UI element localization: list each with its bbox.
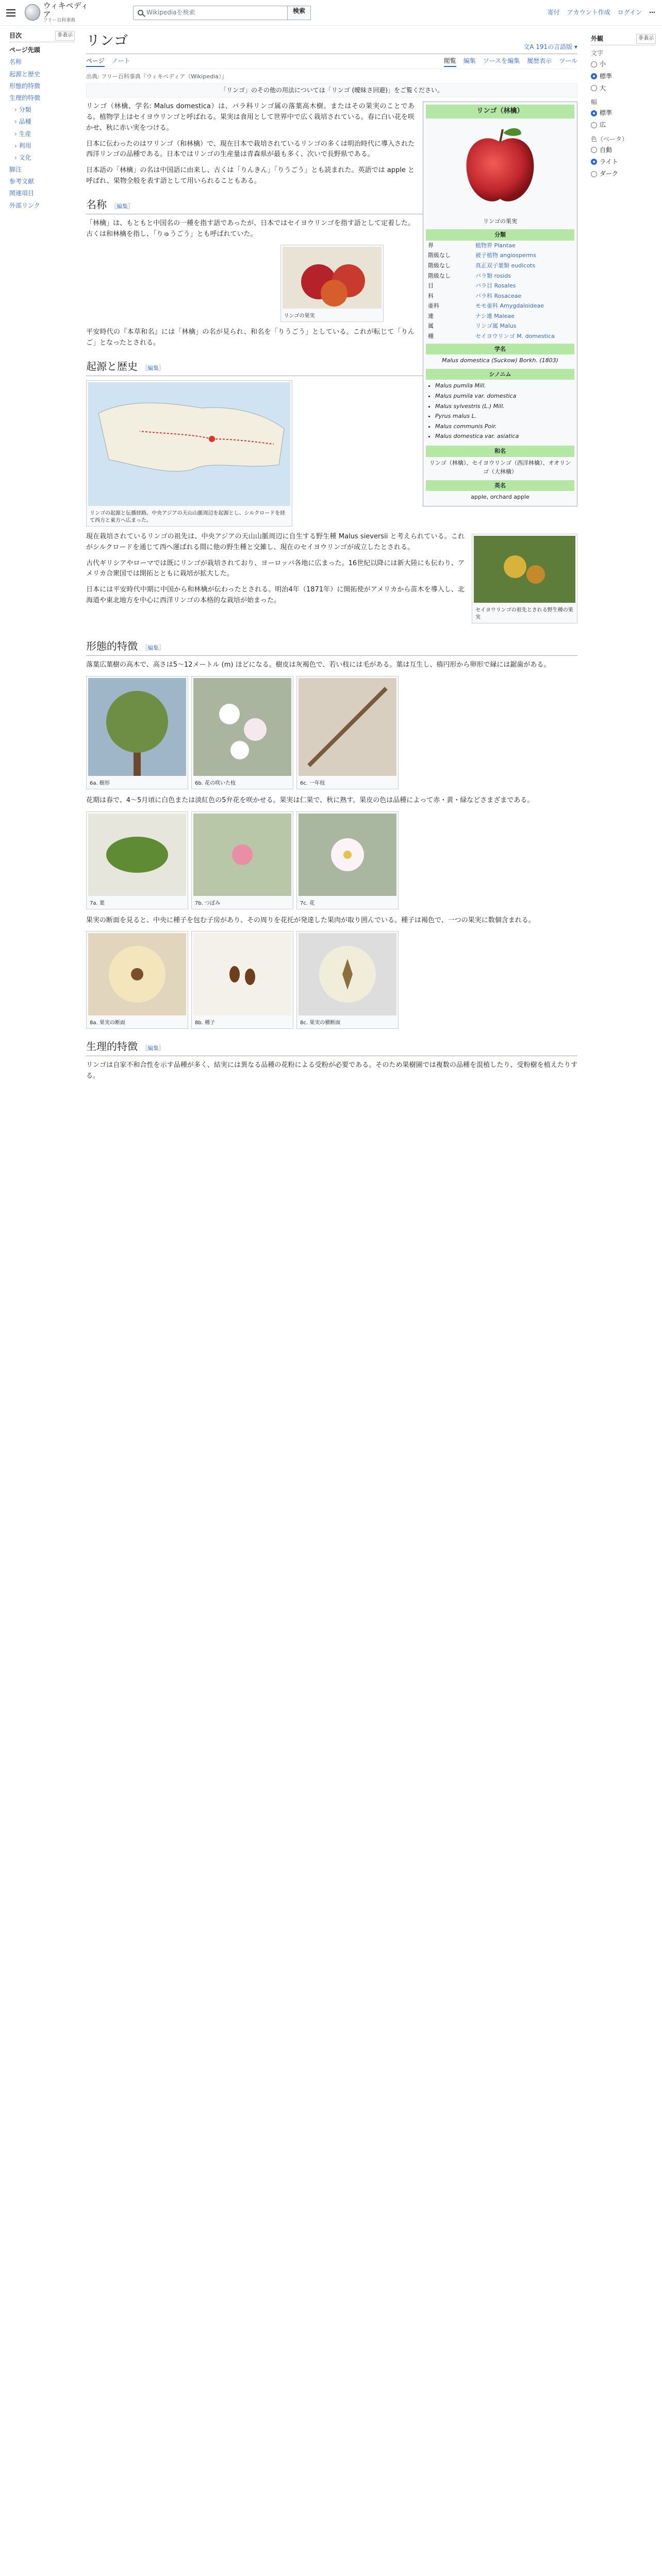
classification-row	[426, 241, 574, 251]
scientific-name: Malus domestica (Suckow) Borkh. (1803)	[442, 357, 558, 364]
intro-paragraph-1: リンゴ（林檎、学名: Malus domestica）は、バラ科リンゴ属の落葉高木樹。またはその果実のことである。植物学上はセイヨウリンゴと呼ばれる。果実は食用として世界中で広く栽培されている。春に白い花を咲かせ、秋に赤い実をつける。	[86, 103, 415, 132]
color-option[interactable]	[591, 144, 656, 156]
classification-row	[426, 261, 574, 271]
toc-item[interactable]: › 文化	[9, 152, 75, 164]
toc-title: 目次	[9, 32, 22, 39]
taxon-link[interactable]: バラ科 Rosaceae	[475, 292, 522, 299]
gallery-item: 7c. 花	[296, 811, 399, 909]
classification-row	[426, 301, 574, 311]
figure-caption: リンゴの果実	[284, 313, 315, 319]
article-body	[86, 101, 577, 1082]
radio-label: ダーク	[600, 170, 619, 178]
table-of-contents	[0, 26, 80, 1087]
tab-0[interactable]: ページ	[86, 56, 105, 67]
tab-1[interactable]: ノート	[111, 57, 130, 65]
section-heading-physiology: 生理的特徴 ［編集］	[86, 1038, 577, 1056]
classification-row	[426, 291, 574, 301]
gallery-item: 7b. つぼみ	[191, 811, 293, 909]
classification-header: 分類	[426, 229, 574, 241]
radio-icon	[591, 110, 597, 116]
synonym-item: • Pyrus malus L.	[435, 411, 571, 421]
toc-item[interactable]: 参考文献	[9, 178, 35, 185]
toc-item[interactable]: › 生産	[9, 128, 75, 140]
section-heading-morphology: 形態的特徴 ［編集］	[86, 638, 577, 656]
rank-label: 階級なし	[428, 272, 451, 279]
radio-icon	[591, 171, 597, 177]
search-icon	[138, 10, 143, 15]
taxon-link[interactable]: 真正双子葉類 eudicots	[475, 262, 536, 269]
toc-item[interactable]: 起源と歴史	[9, 70, 41, 78]
physiology-paragraph: リンゴは自家不和合性を示す品種が多く、結実には異なる品種の花粉による受粉が必要である。そのため果樹園では複数の品種を混植したり、受粉樹を植えたりする。	[86, 1061, 577, 1080]
infobox-image-caption: リンゴの果実	[483, 217, 517, 225]
synonym-item: • Malus communis Poir.	[435, 421, 571, 432]
action-tab-1[interactable]: 編集	[463, 57, 476, 65]
width-option[interactable]	[591, 107, 656, 119]
page-tabs	[86, 56, 577, 69]
appearance-title: 外観	[591, 35, 604, 42]
classification-row	[426, 311, 574, 321]
figure-wild-apple	[472, 534, 577, 623]
rank-label: 連	[428, 312, 434, 319]
action-tab-3[interactable]: 履歴表示	[527, 57, 552, 65]
toc-item[interactable]: 脚注	[9, 166, 22, 174]
radio-label: 小	[600, 60, 606, 68]
name-paragraph-1: 「林檎」は、もともと中国名の一種を指す語であったが、日本ではセイヨウリンゴを指す語として定着した。古くは和林檎を指し、「りゅうごう」とも呼ばれていた。	[86, 219, 415, 238]
classification-row	[426, 281, 574, 291]
search-area	[133, 6, 311, 20]
action-tab-4[interactable]: ツール	[559, 57, 577, 65]
radio-icon	[591, 61, 597, 67]
english-name: apple, orchard apple	[471, 494, 529, 501]
color-option[interactable]	[591, 156, 656, 168]
synonym-item: • Malus domestica var. asiatica	[435, 431, 571, 442]
map-caption: リンゴの起源と伝播経路。中央アジアの天山山脈周辺を起源とし、シルクロードを経て西方と東方へ広まった。	[90, 510, 286, 523]
top-bar	[0, 0, 662, 26]
site-tagline: フリー百科事典	[43, 18, 76, 24]
morph-paragraph-2: 花期は春で、4〜5月頃に白色または淡紅色の5弁花を咲かせる。果実は仁果で、秋に熟す。果皮の色は品種によって赤・黄・緑などさまざまである。	[86, 796, 534, 804]
history-paragraph-1: 現在栽培されているリンゴの祖先は、中央アジアの天山山脈周辺に自生する野生種 Malus sieversii と考えられている。これがシルクロードを通じて西へ運ばれる間に他の野生種と交雑し、現在のセイヨウリンゴが成立したとされる。	[86, 532, 465, 551]
more-options-icon[interactable]: ⋯	[649, 8, 656, 16]
color-option[interactable]	[591, 168, 656, 180]
synonym-list	[426, 380, 574, 444]
japanese-name-header: 和名	[426, 446, 574, 457]
taxon-link[interactable]: セイヨウリンゴ M. domestica	[475, 333, 555, 340]
apple-fruit-photo	[283, 247, 382, 309]
radio-icon	[591, 85, 597, 91]
intro-paragraph-3: 日本語の「林檎」の名は中国語に由来し、古くは「りんきん」「りうごう」とも読まれた。英語では apple と呼ばれ、果物全般を表す語として用いられることもある。	[86, 166, 415, 185]
toc-list	[9, 44, 75, 212]
morph-gallery-row-3	[86, 931, 577, 1029]
appearance-hide-button[interactable]: 非表示	[636, 34, 656, 44]
section-heading-name: 名称 ［編集］	[86, 196, 577, 214]
origin-map	[88, 382, 290, 506]
globe-logo-icon	[25, 4, 40, 21]
morph-gallery-row-2	[86, 811, 577, 909]
wild-apple-photo	[474, 536, 575, 603]
taxon-link[interactable]: バラ類 rosids	[475, 272, 511, 279]
radio-icon	[591, 147, 597, 153]
toc-item[interactable]: 名称	[9, 58, 22, 66]
toc-item[interactable]: › 品種	[9, 116, 75, 128]
donate-link[interactable]: 寄付	[547, 8, 560, 16]
menu-icon[interactable]	[6, 6, 20, 20]
taxon-link[interactable]: バラ目 Rosales	[475, 282, 516, 290]
edit-link[interactable]: ［編集］	[111, 202, 134, 210]
user-links	[548, 8, 656, 18]
japanese-name: リンゴ（林檎）、セイヨウリンゴ（西洋林檎）、オオリンゴ（大林檎）	[429, 459, 571, 476]
radio-label: 標準	[600, 109, 613, 117]
gallery-item: 6b. 花の咲いた枝	[191, 676, 293, 789]
site-name: ウィキペディア	[43, 1, 89, 19]
search-button[interactable]: 検索	[287, 6, 311, 20]
search-placeholder: Wikipediaを検索	[146, 8, 195, 16]
gallery-item: 6a. 樹形	[86, 676, 188, 789]
page-tagline: 出典: フリー百科事典『ウィキペディア（Wikipedia）』	[86, 73, 227, 80]
infobox-title: リンゴ（林檎）	[426, 105, 574, 118]
toc-item[interactable]: 外部リンク	[9, 201, 40, 209]
gallery-item: 6c. 一年枝	[296, 676, 399, 789]
action-tab-0[interactable]: 閲覧	[444, 56, 456, 67]
create-account-link[interactable]: アカウント作成	[567, 8, 610, 16]
history-paragraph-3: 日本には平安時代中期に中国から和林檎が伝わったとされる。明治4年（1871年）に開拓使がアメリカから苗木を導入し、北海道や東北地方を中心に西洋リンゴの本格的な栽培が始まった。	[86, 586, 465, 604]
rank-label: 属	[428, 323, 434, 330]
morph-paragraph-1: 落葉広葉樹の高木で、高さは5〜12メートル (m) ほどになる。樹皮は灰褐色で、若い枝には毛がある。葉は互生し、楕円形から卵形で縁には鋸歯がある。	[86, 660, 551, 669]
figure-caption: セイヨウリンゴの祖先とされる野生種の果実	[475, 607, 573, 620]
rank-label: 種	[428, 333, 434, 340]
radio-icon	[591, 122, 597, 128]
radio-label: 自動	[600, 146, 613, 154]
toc-item[interactable]: 関連項目	[9, 190, 35, 197]
radio-label: ライト	[600, 158, 618, 165]
search-input[interactable]	[133, 6, 288, 20]
appearance-panel	[588, 26, 662, 1087]
taxon-link[interactable]: ナシ連 Maleae	[475, 312, 515, 319]
taxobox	[423, 101, 577, 506]
edit-link[interactable]: ［編集］	[142, 364, 164, 371]
synonym-item: • Malus pumila var. domestica	[435, 391, 571, 401]
morph-gallery-row-1	[86, 676, 577, 789]
width-label: 幅	[591, 98, 598, 106]
text-option[interactable]	[591, 82, 656, 94]
figure-origin-map	[86, 380, 292, 527]
hatnote: 「リンゴ」のその他の用法については「リンゴ (曖昧さ回避)」をご覧ください。	[86, 83, 577, 97]
width-option[interactable]	[591, 119, 656, 131]
login-link[interactable]: ログイン	[617, 8, 642, 16]
taxon-link[interactable]: 植物界 Plantae	[475, 242, 516, 249]
action-tab-2[interactable]: ソースを編集	[483, 57, 520, 65]
rank-label: 界	[428, 242, 434, 249]
edit-link[interactable]: ［編集］	[142, 644, 164, 651]
taxon-link[interactable]: リンゴ属 Malus	[475, 323, 517, 330]
toc-item[interactable]: 形態的特徴	[9, 82, 41, 90]
scientific-name-header: 学名	[426, 344, 574, 355]
radio-icon	[591, 73, 597, 79]
edit-link[interactable]: ［編集］	[142, 1045, 164, 1052]
language-button[interactable]: 文A 191の言語版 ▾	[523, 43, 577, 50]
radio-label: 大	[600, 84, 606, 92]
figure-apple-fruit	[280, 245, 384, 322]
toc-item[interactable]: › 利用	[9, 140, 75, 152]
intro-paragraph-2: 日本に伝わったのはワリンゴ（和林檎）で、現在日本で栽培されているリンゴの多くは明治時代に導入された西洋リンゴの品種である。日本ではリンゴの生産量は青森県が最も多く、次いで長野県である。	[86, 140, 415, 159]
color-label: 色（ベータ）	[591, 135, 628, 143]
gallery-item: 8c. 果実の横断面	[296, 931, 399, 1029]
toc-item[interactable]: ページ先頭	[9, 46, 40, 54]
rank-label: 目	[428, 282, 434, 290]
radio-icon	[591, 159, 597, 165]
gallery-item: 7a. 葉	[86, 811, 188, 909]
page-title: リンゴ	[86, 33, 128, 49]
history-paragraph-2: 古代ギリシアやローマでは既にリンゴが栽培されており、ヨーロッパ各地に広まった。16世紀以降には新大陸にも伝わり、アメリカ合衆国では開拓とともに栽培が拡大した。	[86, 559, 465, 578]
site-logo[interactable]	[25, 2, 92, 24]
synonym-item: • Malus pumila Mill.	[435, 381, 571, 391]
section-heading-history: 起源と歴史 ［編集］	[86, 358, 577, 376]
rank-label: 亜科	[428, 302, 439, 310]
apple-image	[454, 122, 547, 209]
classification-row	[426, 271, 574, 281]
toc-item[interactable]: 生理的特徴	[9, 94, 41, 101]
rank-label: 階級なし	[428, 262, 451, 269]
synonym-item: • Malus sylvestris (L.) Mill.	[435, 401, 571, 412]
radio-label: 標準	[600, 72, 613, 80]
toc-item[interactable]: › 分類	[9, 104, 75, 116]
taxon-link[interactable]: 被子植物 angiosperms	[475, 252, 537, 259]
text-option[interactable]	[591, 58, 656, 70]
classification-row	[426, 331, 574, 342]
rank-label: 階級なし	[428, 252, 451, 259]
rank-label: 科	[428, 292, 434, 299]
radio-label: 広	[600, 121, 606, 129]
classification-row	[426, 250, 574, 261]
morph-paragraph-3: 果実の断面を見ると、中央に種子を包む子房があり、その周りを花托が発達した果肉が取り囲んでいる。種子は褐色で、一つの果実に数個含まれる。	[86, 916, 535, 924]
english-name-header: 英名	[426, 480, 574, 492]
synonym-header: シノニム	[426, 369, 574, 380]
text-size-label: 文字	[591, 49, 604, 57]
name-paragraph-2: 平安時代の『本草和名』には「林檎」の名が見られ、和名を「りうごう」としている。これが転じて「りんご」となったとされる。	[86, 328, 415, 347]
text-option[interactable]	[591, 71, 656, 82]
taxon-link[interactable]: モモ亜科 Amygdaloideae	[475, 302, 544, 310]
classification-row	[426, 321, 574, 331]
toc-hide-button[interactable]: 非表示	[55, 31, 75, 41]
gallery-item: 8a. 果実の断面	[86, 931, 188, 1029]
gallery-item: 8b. 種子	[191, 931, 293, 1029]
main-content	[80, 26, 588, 1087]
